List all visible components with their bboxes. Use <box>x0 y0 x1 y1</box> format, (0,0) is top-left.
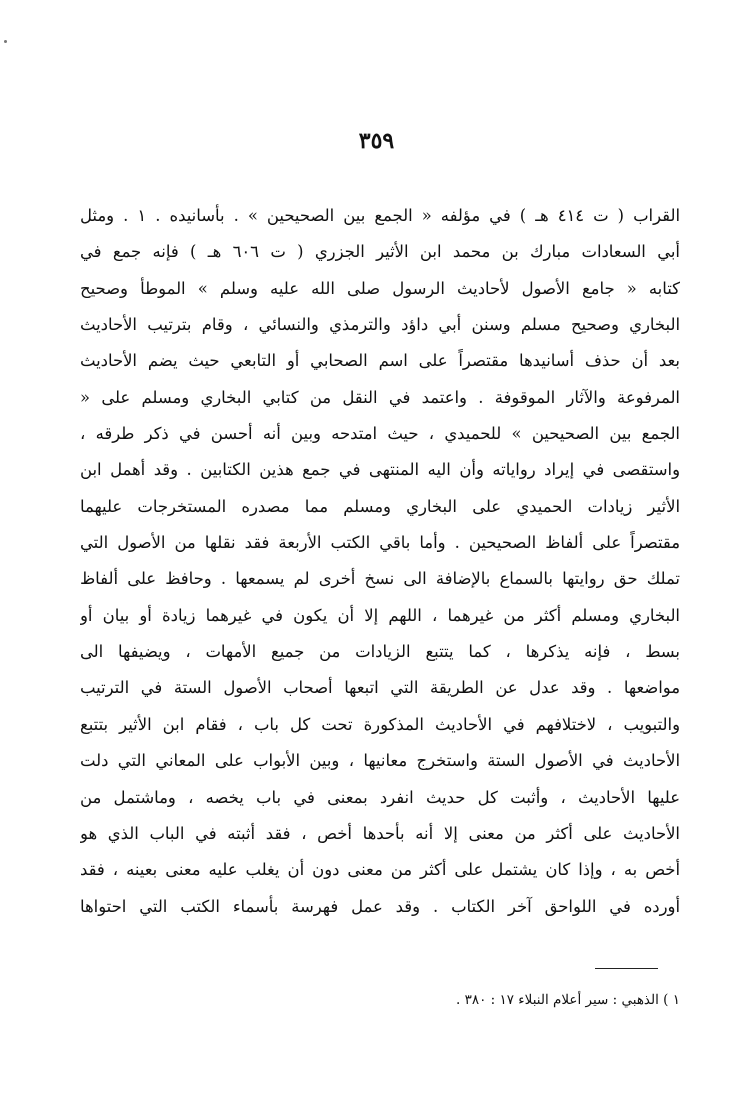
body-line: أخص به ، وإذا كان يشتمل على أكثر من معنى دون أن يغلب عليه معنى بعينه ، فقد <box>80 860 680 880</box>
body-line: الأحاديث في الأصول الستة واستخرج معانيها ، وبين الأبواب على المعاني التي دلت <box>80 751 680 771</box>
footnote: ١ ) الذهبي : سير أعلام النبلاء ١٧ : ٣٨٠ . <box>456 992 680 1008</box>
body-line: كتابه « جامع الأصول لأحاديث الرسول صلى الله عليه وسلم » الموطأ وصحيح <box>80 278 680 298</box>
body-line: أورده في اللواحق آخر الكتاب . وقد عمل فهرسة بأسماء الكتب التي احتواها <box>80 896 680 916</box>
body-line: مواضعها . وقد عدل عن الطريقة التي اتبعها أصحاب الأصول الستة في الترتيب <box>80 678 680 698</box>
body-line: المرفوعة والآثار الموقوفة . واعتمد في النقل من كتابي البخاري ومسلم على « <box>80 387 680 407</box>
page-number: ٣٥٩ <box>358 128 395 154</box>
body-line: أبي السعادات مبارك بن محمد ابن الأثير الجزري ( ت ٦٠٦ هـ ) فإنه جمع في <box>80 242 680 262</box>
body-line: القراب ( ت ٤١٤ هـ ) في مؤلفه « الجمع بين الصحيحين » . بأسانيده . ١ . ومثل <box>80 206 680 225</box>
body-line: الجمع بين الصحيحين » للحميدي ، حيث امتدحه وبين أنه أحسن في ذكر طرقه ، <box>80 424 680 444</box>
body-line: بعد أن حذف أسانيدها مقتصراً على اسم الصحابي أو التابعي حيث يضم الأحاديث <box>80 351 680 371</box>
body-line: البخاري ومسلم أكثر من غيرهما ، اللهم إلا أن يكون في غيرهما زيادة أو بيان أو <box>80 605 680 625</box>
body-line: والتبويب ، لاختلافهم في الأحاديث المذكورة تحت كل باب ، فقام ابن الأثير بتتبع <box>80 714 680 734</box>
body-line: الأحاديث على أكثر من معنى إلا أنه بأحدها أخص ، فقد أثبته في الباب الذي هو <box>80 823 680 843</box>
body-line: البخاري وصحيح مسلم وسنن أبي داؤد والترمذي والنسائي ، وقام بترتيب الأحاديث <box>80 315 680 335</box>
body-line: مقتصراً على ألفاظ الصحيحين . وأما باقي الكتب الأربعة فقد نقلها من الأصول التي <box>80 533 680 553</box>
body-line: عليها الأحاديث ، وأثبت كل حديث انفرد بمعنى في باب يخصه ، وماشتمل من <box>80 787 680 807</box>
scan-edge-mark <box>4 40 7 43</box>
body-line: بسط ، فإنه يذكرها ، كما يتتبع الزيادات من جميع الأمهات ، ويضيفها الى <box>80 642 680 662</box>
body-line: تملك حق روايتها بالسماع بالإضافة الى نسخ أخرى لم يسمعها . وحافظ على ألفاظ <box>80 569 680 589</box>
footnote-divider <box>595 968 658 969</box>
body-text <box>80 198 680 925</box>
body-line: واستقصى في إيراد رواياته وأن اليه المنتهى في جمع هذين الكتابين . وقد أهمل ابن <box>80 460 680 480</box>
body-line: الأثير زيادات الحميدي على البخاري ومسلم مما مصدره المستخرجات عليهما <box>80 496 680 516</box>
